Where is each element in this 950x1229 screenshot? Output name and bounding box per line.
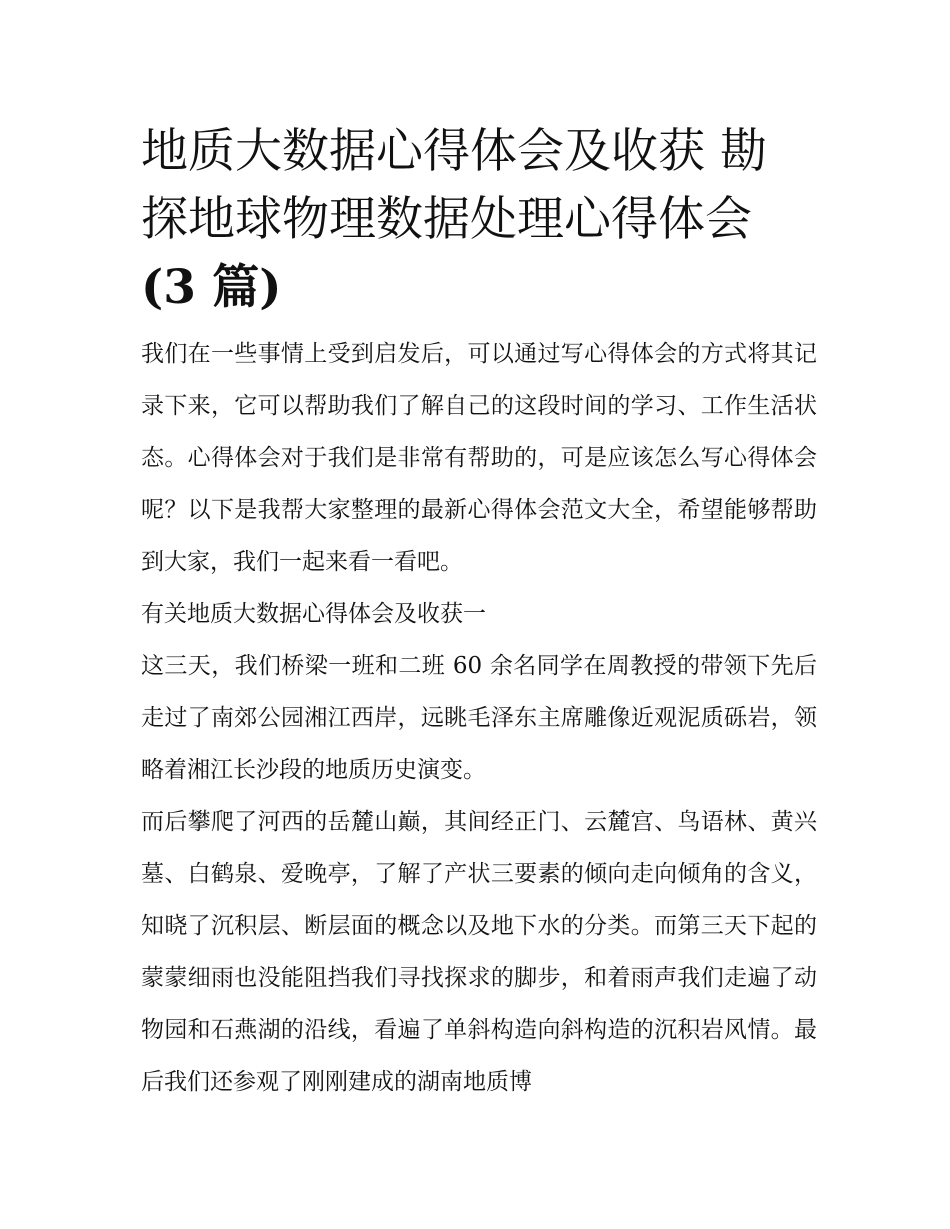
paragraph-yuelu-mountain: 而后攀爬了河西的岳麓山巅，其间经正门、云麓宫、鸟语林、黄兴墓、白鹤泉、爱晚亭，了解了产状三要素的倾向走向倾角的含义，知晓了沉积层、断层面的概念以及地下水的分类。而第三天下起的蒙蒙细雨也没能阻挡我们寻找探求的脚步，和着雨声我们走遍了动物园和石燕湖的沿线，看遍了单斜构造向斜构造的沉积岩风情。最后我们还参观了刚刚建成的湖南地质博 — [141, 809, 817, 1095]
title-line-3: (3 篇) — [141, 260, 282, 315]
document-title — [141, 118, 817, 322]
paragraph-field-trip: 这三天，我们桥梁一班和二班 60 余名同学在周教授的带领下先后走过了南郊公园湘江西岸，远眺毛泽东主席雕像近观泥质砾岩，领略着湘江长沙段的地质历史演变。 — [141, 653, 817, 783]
title-line-1: 地质大数据心得体会及收获 勘 — [141, 124, 767, 179]
title-line-2: 探地球物理数据处理心得体会 — [141, 192, 752, 247]
section-heading: 有关地质大数据心得体会及收获一 — [141, 601, 486, 627]
paragraph-intro: 我们在一些事情上受到启发后，可以通过写心得体会的方式将其记录下来，它可以帮助我们了解自己的这段时间的学习、工作生活状态。心得体会对于我们是非常有帮助的，可是应该怎么写心得体会呢？以下是我帮大家整理的最新心得体会范文大全，希望能够帮助到大家，我们一起来看一看吧。 — [141, 341, 817, 575]
document-body — [141, 328, 817, 1108]
document-page — [141, 118, 817, 1108]
